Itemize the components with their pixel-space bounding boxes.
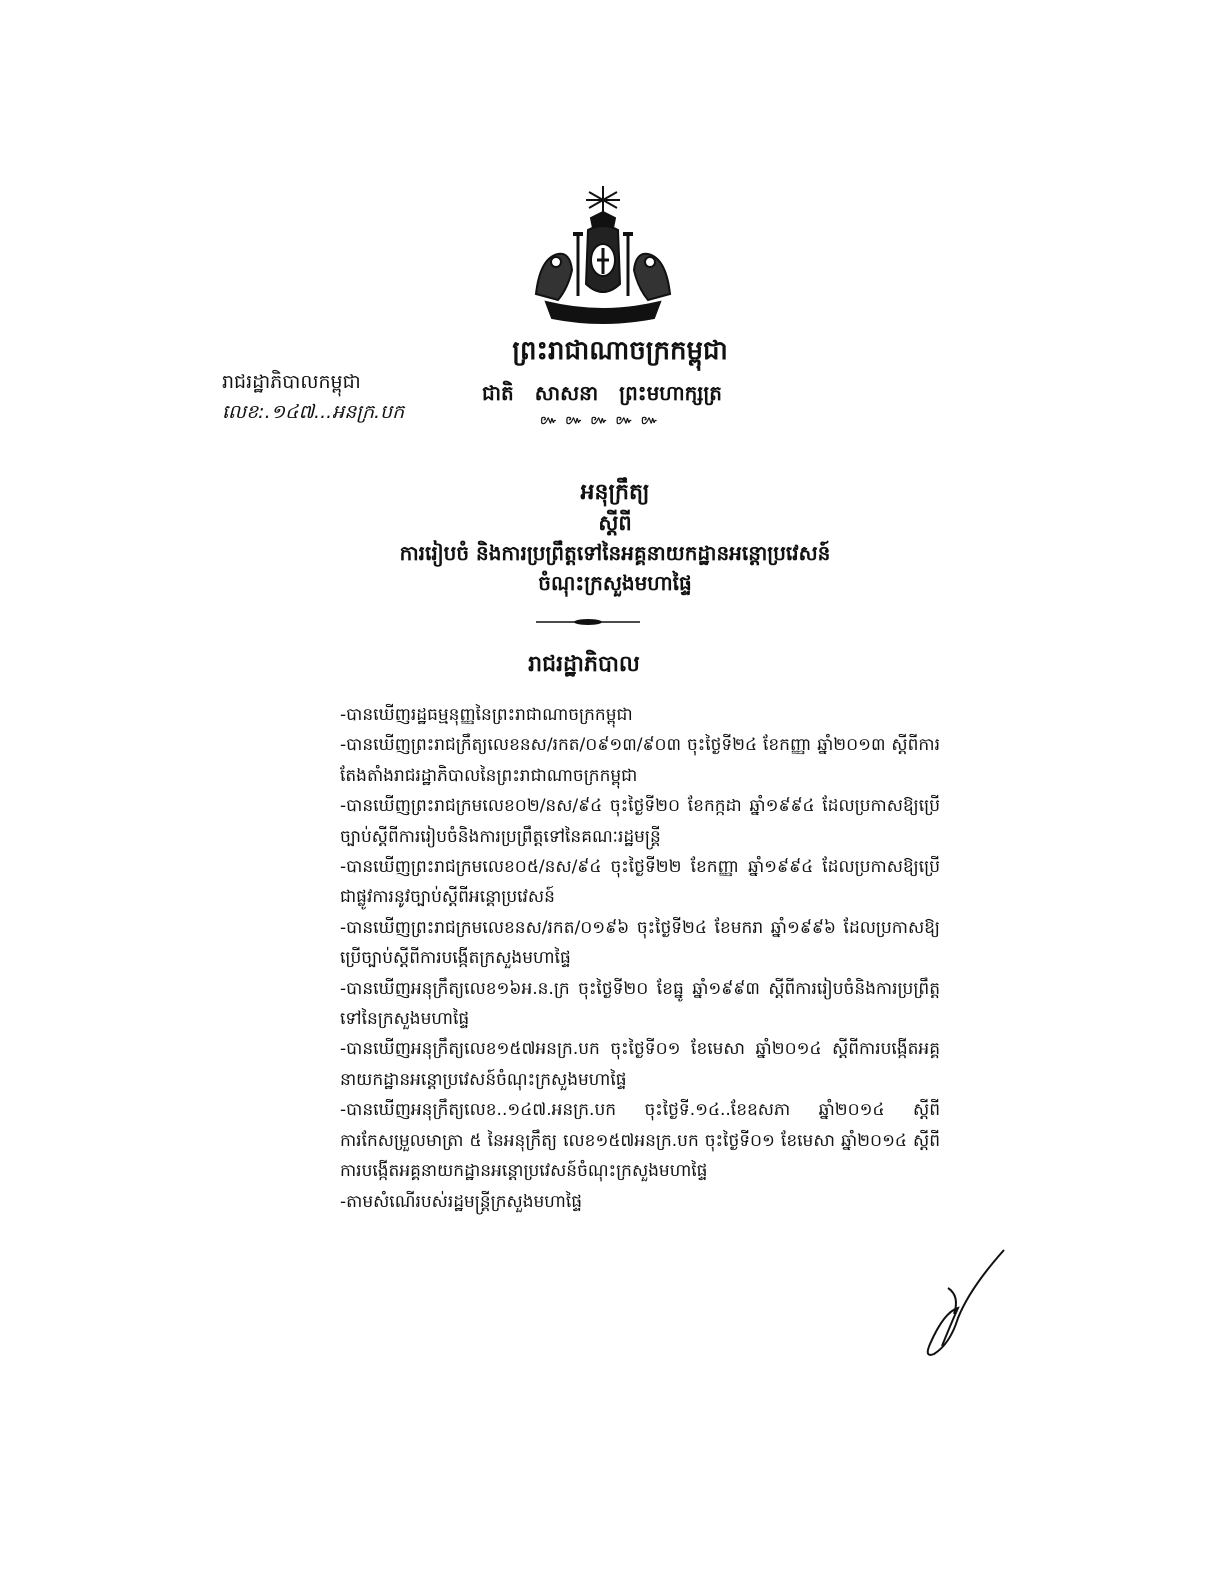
reference-number: លេខ:.១៤៧...អនក្រ.បក: [222, 401, 405, 423]
preamble-line: -តាមសំណើរបស់រដ្ឋមន្ត្រីក្រសួងមហាផ្ទៃ: [340, 1191, 583, 1212]
handwritten-signature: [920, 1248, 1010, 1360]
preamble-line: -បានឃើញអនុក្រឹត្យលេខ១៦អ.ន.ក្រ ចុះថ្ងៃទី២០ ខែធ្នូ ឆ្នាំ១៩៩៣ ស្តីពីការរៀបចំនិងការប្រព្រឹត្តទៅនៃក្រសួងមហាផ្ទៃ: [340, 978, 940, 1030]
preamble-body: [340, 700, 940, 1217]
kingdom-name: ព្រះរាជាណាចក្រកម្ពុជា: [512, 336, 728, 366]
preamble-line: -បានឃើញព្រះរាជក្រមលេខនស/រកត/០១៩៦ ចុះថ្ងៃទី២៤ ខែមករា ឆ្នាំ១៩៩៦ ដែលប្រកាសឱ្យប្រើច្បាប់ស្តីពីការបង្កើតក្រសួងមហាផ្ទៃ: [340, 917, 940, 969]
header-ornament: ៚ ៚ ៚ ៚ ៚: [540, 413, 660, 427]
national-motto: ជាតិ សាសនា ព្រះមហាក្សត្រ: [482, 381, 722, 405]
preamble-line: -បានឃើញព្រះរាជក្រមលេខ០៥/នស/៩៤ ចុះថ្ងៃទី២២ ខែកញ្ញា ឆ្នាំ១៩៩៤ ដែលប្រកាសឱ្យប្រើជាផ្លូវការនូវច្បាប់ស្តីពីអន្តោប្រវេសន៍: [340, 857, 940, 908]
title-line-3: ការរៀបចំ និងការប្រព្រឹត្តទៅនៃអគ្គនាយកដ្ឋានអន្តោប្រវេសន៍: [399, 541, 831, 565]
issuer-name: រាជរដ្ឋាភិបាលកម្ពុជា: [222, 371, 361, 393]
preamble-line: -បានឃើញព្រះរាជក្រឹត្យលេខនស/រកត/០៩១៣/៩០៣ ចុះថ្ងៃទី២៤ ខែកញ្ញា ឆ្នាំ២០១៣ ស្តីពីការតែងតាំងរាជរដ្ឋាភិបាលនៃព្រះរាជាណាចក្រកម្ពុជា: [340, 735, 940, 786]
title-line-1: អនុក្រឹត្យ: [580, 480, 650, 505]
preamble-line: -បានឃើញអនុក្រឹត្យលេខ១៥៧អនក្រ.បក ចុះថ្ងៃទី០១ ខែមេសា ឆ្នាំ២០១៤ ស្តីពីការបង្កើតអគ្គនាយកដ្ឋានអន្តោប្រវេសន៍ចំណុះក្រសួងមហាផ្ទៃ: [340, 1039, 940, 1090]
preamble-line: -បានឃើញព្រះរាជក្រមលេខ០២/នស/៩៤ ចុះថ្ងៃទី២០ ខែកក្កដា ឆ្នាំ១៩៩៤ ដែលប្រកាសឱ្យប្រើច្បាប់ស្តីពីការរៀបចំនិងការប្រព្រឹត្តទៅនៃគណៈរដ្ឋមន្ត្រី: [340, 796, 940, 847]
title-line-4: ចំណុះក្រសួងមហាផ្ទៃ: [538, 571, 692, 595]
preamble-line: -បានឃើញអនុក្រឹត្យលេខ..១៤៧.អនក្រ.បក ចុះថ្ងៃទី.១៤..ខែឧសភា ឆ្នាំ២០១៤ ស្តីពីការកែសម្រួលមាត្រា ៥ នៃអនុក្រឹត្យ លេខ១៥៧អនក្រ.បក ចុះថ្ងៃទី០១ ខែមេសា ឆ្នាំ២០១៤ ស្តីពីការបង្កើតអគ្គនាយកដ្ឋានអន្តោប្រវេសន៍ចំណុះក្រសួងមហាផ្ទៃ: [340, 1100, 940, 1182]
royal-coat-of-arms-icon: [528, 184, 678, 330]
preamble-line: -បានឃើញរដ្ឋធម្មនុញ្ញនៃព្រះរាជាណាចក្រកម្ពុជា: [340, 705, 633, 725]
decree-title: [300, 478, 930, 598]
government-heading: រាជរដ្ឋាភិបាល: [528, 652, 640, 677]
ornamental-divider: [536, 618, 640, 626]
title-line-2: ស្តីពី: [598, 511, 632, 535]
